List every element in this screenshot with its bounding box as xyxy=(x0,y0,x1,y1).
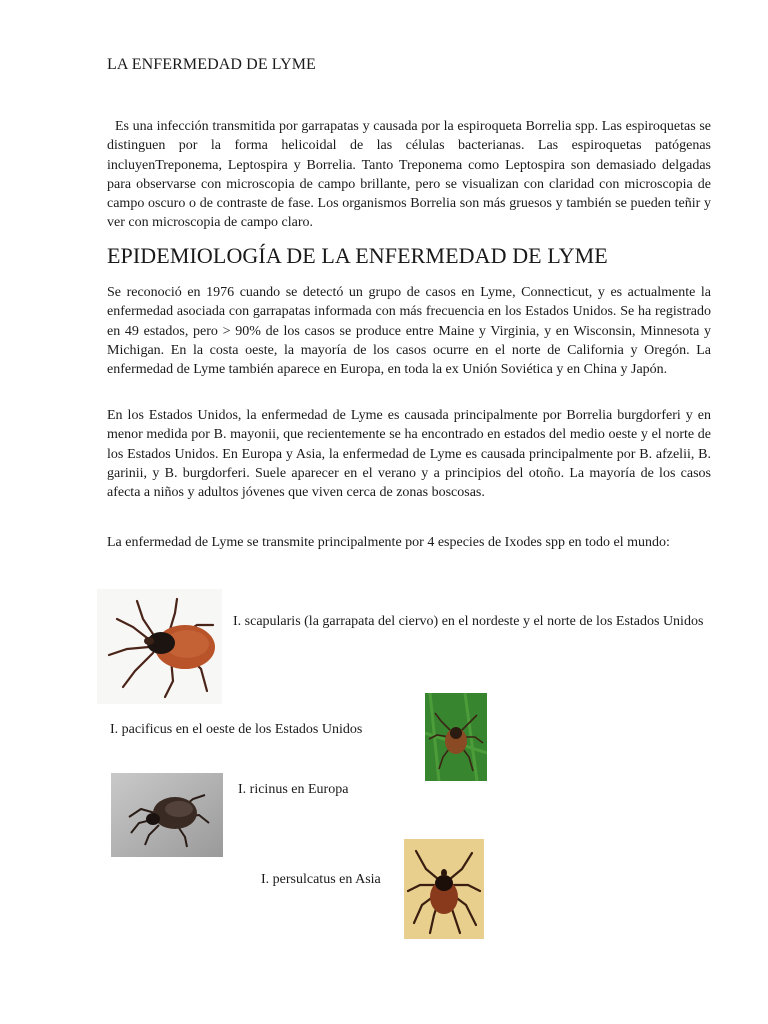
intro-paragraph: Es una infección transmitida por garrapatas y causada por la espiroqueta Borrelia spp. Las espiroquetas se distinguen por la forma helicoidal de las células bacterianas. Las espiroquetas patógenas incluyenTreponema, Leptospira y Borrelia. Tanto Treponema como Leptospira son demasiado delgadas para observarse con microscopia de campo brillante, pero se visualizan con claridad con microscopia de campo oscuro o de contraste de fase. Los organismos Borrelia son más gruesos y también se pueden teñir y ver con microscopia de campo claro. xyxy=(107,119,711,231)
tick-photo-ricinus-icon xyxy=(111,773,223,857)
species-caption-scapularis: I. scapularis (la garrapata del ciervo) en el nordeste y el norte de los Estados Unidos xyxy=(233,614,704,629)
document-title: LA ENFERMEDAD DE LYME xyxy=(107,56,316,73)
epidemiology-paragraph-2: En los Estados Unidos, la enfermedad de Lyme es causada principalmente por Borrelia burgdorferi y en menor medida por B. mayonii, que recientemente se ha encontrado en estados del medio oeste y el norte de los Estados Unidos. En Europa y Asia, la enfermedad de Lyme es causada principalmente por B. afzelii, B. garinii, y B. burgdorferi. Suele aparecer en el verano y a principios del otoño. La mayoría de los casos afecta a niños y adultos jóvenes que viven cerca de zonas boscosas. xyxy=(107,408,711,501)
tick-photo-scapularis-icon xyxy=(97,589,222,704)
tick-photo-persulcatus-icon xyxy=(404,839,484,939)
epidemiology-paragraph-1: Se reconoció en 1976 cuando se detectó un grupo de casos en Lyme, Connecticut, y es actualmente la enfermedad asociada con garrapatas informada con más frecuencia en los Estados Unidos. Se ha registrado en 49 estados, pero > 90% de los casos se produce entre Maine y Virginia, y en Wisconsin, Minnesota y Michigan. En la costa oeste, la mayoría de los casos ocurre en el norte de California y Oregón. La enfermedad de Lyme también aparece en Europa, en toda la ex Unión Soviética y en China y Japón. xyxy=(107,285,711,378)
species-caption-persulcatus: I. persulcatus en Asia xyxy=(261,872,381,887)
tick-photo-pacificus-icon xyxy=(425,693,487,781)
species-caption-pacificus: I. pacificus en el oeste de los Estados Unidos xyxy=(110,722,363,737)
species-caption-ricinus: I. ricinus en Europa xyxy=(238,782,349,797)
epidemiology-heading: EPIDEMIOLOGÍA DE LA ENFERMEDAD DE LYME xyxy=(107,243,608,268)
epidemiology-paragraph-3: La enfermedad de Lyme se transmite principalmente por 4 especies de Ixodes spp en todo el mundo: xyxy=(107,535,670,550)
